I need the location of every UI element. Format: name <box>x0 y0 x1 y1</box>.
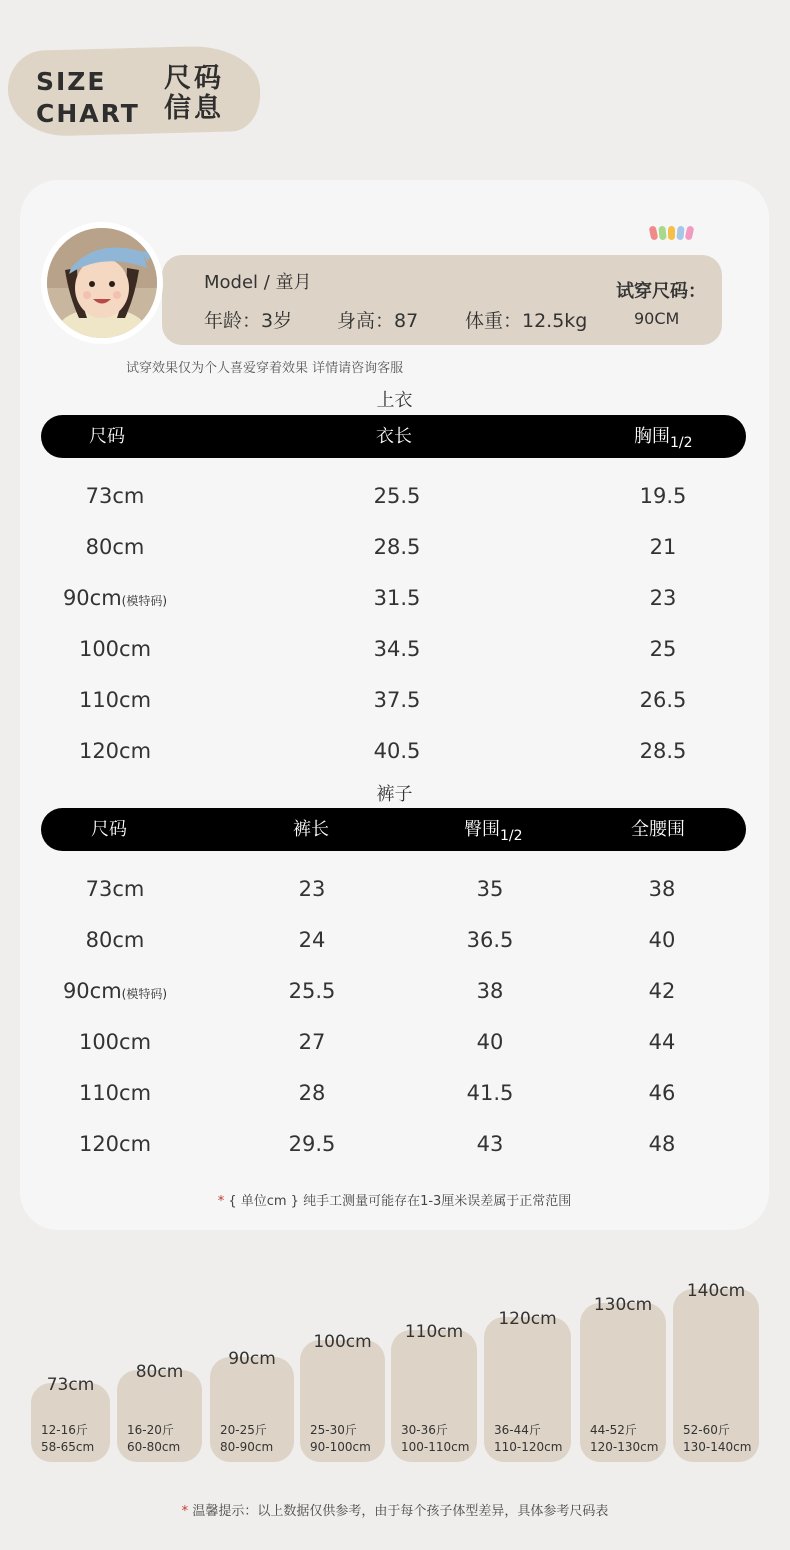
pants-header-hip: 臀围1/2 <box>464 808 523 853</box>
tops-header-size: 尺码 <box>89 426 125 447</box>
hip-cell: 35 <box>476 877 504 901</box>
size-cell <box>79 1081 151 1105</box>
size-cell <box>86 877 145 901</box>
model-name: Model / 童月 <box>204 272 312 293</box>
title-english: SIZE CHART <box>36 67 140 128</box>
model-weight: 体重：12.5kg <box>465 310 588 332</box>
size-pill-height: 58-65cm <box>41 1440 95 1454</box>
size-cell <box>79 1132 151 1156</box>
size-pill-label: 130cm <box>593 1295 653 1315</box>
size-pill-weight: 16-20斤 <box>127 1423 174 1437</box>
waist-cell: 44 <box>648 1030 676 1054</box>
size-value: 73cm <box>85 484 145 508</box>
chest-cell: 19.5 <box>639 484 687 508</box>
length-cell: 23 <box>298 877 326 901</box>
length-cell: 25.5 <box>288 979 336 1003</box>
size-cell <box>79 1030 151 1054</box>
size-pill-label: 73cm <box>46 1375 95 1395</box>
length-cell: 29.5 <box>288 1132 336 1156</box>
measurement-note: * { 单位cm } 纯手工测量可能存在1-3厘米误差属于正常范围 <box>217 1194 572 1209</box>
size-pill-height: 80-90cm <box>220 1440 274 1454</box>
size-pill-height: 110-120cm <box>494 1440 563 1454</box>
waist-cell: 48 <box>648 1132 676 1156</box>
size-value: 80cm <box>85 928 145 952</box>
hip-cell: 40 <box>476 1030 504 1054</box>
size-value: 90cm <box>62 979 122 1003</box>
size-cell <box>63 979 167 1003</box>
length-cell: 27 <box>298 1030 326 1054</box>
hip-cell: 43 <box>476 1132 504 1156</box>
length-cell: 28.5 <box>373 535 421 559</box>
size-pill-label: 120cm <box>498 1309 557 1329</box>
size-pill-weight: 30-36斤 <box>401 1423 448 1437</box>
fit-disclaimer: 试穿效果仅为个人喜爱穿着效果 详情请咨询客服 <box>126 361 404 376</box>
trial-size-label: 试穿尺码： <box>616 281 706 302</box>
size-pill-label: 90cm <box>228 1349 276 1369</box>
model-age: 年龄：3岁 <box>204 310 293 332</box>
size-value: 100cm <box>78 1030 152 1054</box>
chest-cell: 21 <box>649 535 677 559</box>
title-chinese: 尺码 信息 <box>164 63 224 124</box>
size-pill-label: 100cm <box>313 1332 372 1352</box>
size-pill-height: 100-110cm <box>401 1440 470 1454</box>
size-value: 73cm <box>85 877 145 901</box>
size-pill-height: 60-80cm <box>127 1440 181 1454</box>
pants-header-waist: 全腰围 <box>631 819 685 840</box>
hip-cell: 41.5 <box>466 1081 514 1105</box>
size-value: 90cm <box>62 586 122 610</box>
length-cell: 34.5 <box>373 637 421 661</box>
size-cell <box>63 586 167 610</box>
size-pill-label: 110cm <box>404 1322 464 1342</box>
hip-cell: 38 <box>476 979 504 1003</box>
model-size-note: (模特码) <box>121 594 168 608</box>
size-pill-height: 120-130cm <box>590 1440 659 1454</box>
pants-header-bar <box>41 808 746 851</box>
length-cell: 24 <box>298 928 326 952</box>
chest-cell: 28.5 <box>639 739 687 763</box>
chest-cell: 23 <box>649 586 677 610</box>
size-value: 110cm <box>78 1081 152 1105</box>
size-cell <box>86 928 145 952</box>
chest-cell: 26.5 <box>639 688 687 712</box>
size-value: 120cm <box>78 1132 152 1156</box>
size-value: 120cm <box>78 739 152 763</box>
size-pill-weight: 36-44斤 <box>494 1423 541 1437</box>
chest-cell: 25 <box>649 637 677 661</box>
size-pill-height: 90-100cm <box>310 1440 371 1454</box>
pants-header-size: 尺码 <box>91 819 127 840</box>
size-cell <box>79 688 151 712</box>
model-photo <box>47 228 157 338</box>
size-pill-weight: 25-30斤 <box>310 1423 357 1437</box>
model-height: 身高：87 <box>337 310 419 332</box>
length-cell: 28 <box>298 1081 326 1105</box>
waist-cell: 46 <box>648 1081 676 1105</box>
tops-header-chest: 胸围1/2 <box>634 415 693 460</box>
size-cell <box>86 535 145 559</box>
waist-cell: 42 <box>648 979 676 1003</box>
model-size-note: (模特码) <box>121 987 168 1001</box>
size-pill-label: 80cm <box>135 1362 184 1382</box>
size-pill-weight: 12-16斤 <box>41 1423 88 1437</box>
pants-header-length: 裤长 <box>293 819 329 840</box>
pants-section-title: 裤子 <box>376 784 413 805</box>
half-fraction: 1/2 <box>500 828 523 844</box>
footer-tip: * 温馨提示：以上数据仅供参考，由于每个孩子体型差异，具体参考尺码表 <box>181 1504 609 1519</box>
length-cell: 25.5 <box>373 484 421 508</box>
size-cell <box>79 739 151 763</box>
size-pill-weight: 52-60斤 <box>683 1423 730 1437</box>
size-cell <box>86 484 145 508</box>
color-dots-decoration <box>650 226 694 242</box>
size-value: 110cm <box>78 688 152 712</box>
length-cell: 40.5 <box>373 739 421 763</box>
tops-header-bar <box>41 415 746 458</box>
waist-cell: 40 <box>648 928 676 952</box>
size-value: 100cm <box>78 637 152 661</box>
size-pill-height: 130-140cm <box>683 1440 752 1454</box>
size-pill-label: 140cm <box>686 1281 746 1301</box>
waist-cell: 38 <box>648 877 676 901</box>
half-fraction: 1/2 <box>670 435 693 451</box>
size-pill-weight: 20-25斤 <box>220 1423 267 1437</box>
trial-size-value: 90CM <box>634 309 680 328</box>
size-cell <box>79 637 151 661</box>
length-cell: 31.5 <box>373 586 421 610</box>
tops-header-length: 衣长 <box>376 426 412 447</box>
length-cell: 37.5 <box>373 688 421 712</box>
hip-cell: 36.5 <box>466 928 514 952</box>
tops-section-title: 上衣 <box>376 390 413 411</box>
size-value: 80cm <box>85 535 145 559</box>
size-pill-weight: 44-52斤 <box>590 1423 637 1437</box>
